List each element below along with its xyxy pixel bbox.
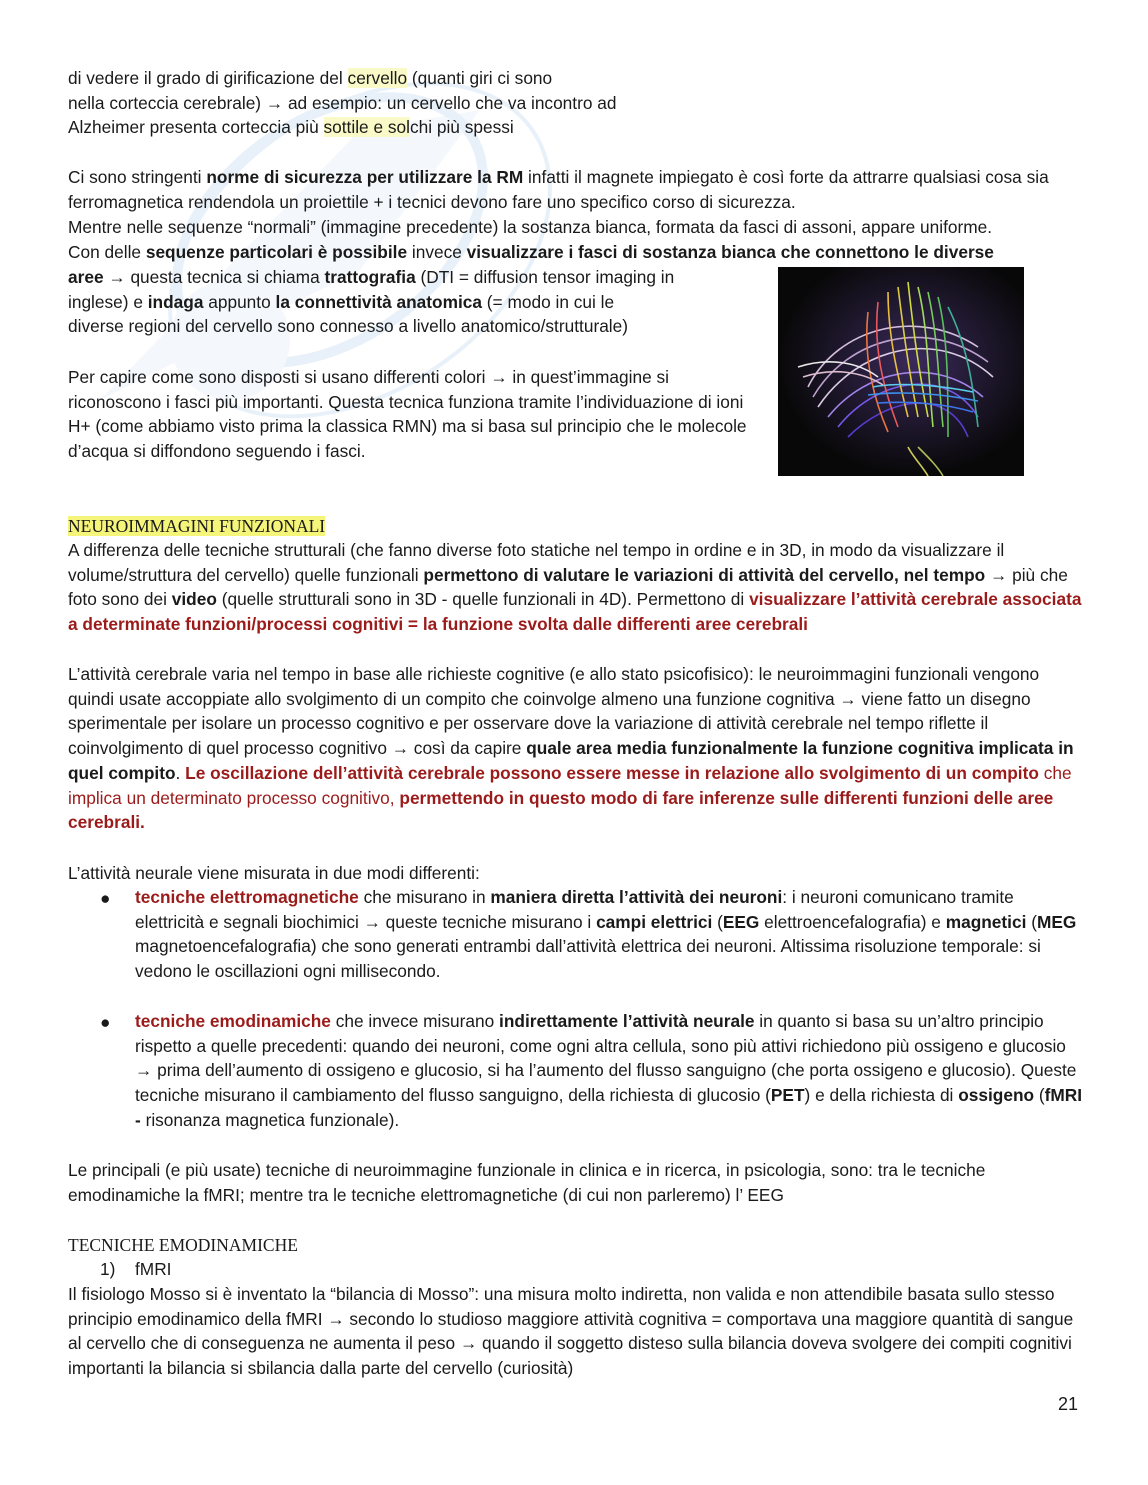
tractography-paragraph: aree → questa tecnica si chiama trattografia (DTI = diffusion tensor imaging in inglese) e indaga appunto la connettività anatomica (= modo in cui le diverse regioni del cervello sono connesso a livello anatomico/strutturale) (68, 267, 675, 337)
functional-intro-paragraph: A differenza delle tecniche strutturali (che fanno diverse foto statiche nel tempo in ordine e in 3D, in modo da visualizzare il volume/struttura del cervello) quelle funzionali permettono di valutare le variazioni di attività del cervello, nel tempo → più che foto sono dei video (quelle strutturali sono in 3D - quelle funzionali in 4D). Permettono di visualizzare l’attività cerebrale associata a determinate funzioni/processi cognitivi = la funzione svolta dalle differenti aree cerebrali (68, 540, 1082, 635)
cognitive-activity-paragraph: L’attività cerebrale varia nel tempo in base alle richieste cognitive (e allo stato psicofisico): le neuroimmagini funzionali vengono quindi usate accoppiate allo svolgimento di un compito che coinvolge almeno una funzione cognitiva → viene fatto un disegno sperimentale per isolare un processo cognitivo e per osservare dove la variazione di attività cerebrale nel tempo riflette il coinvolgimento di quel processo cognitivo → così da capire quale area media funzionalmente la funzione cognitiva implicata in quel compito. Le oscillazione dell’attività cerebrale possono essere messe in relazione allo svolgimento di un compito che implica un determinato processo cognitivo, permettendo in questo modo di fare inferenze sulle differenti funzioni delle aree cerebrali. (68, 664, 1074, 833)
highlight: cervello (347, 68, 408, 88)
dti-tractography-image (778, 267, 1024, 476)
section-heading-hemodynamic: TECNICHE EMODINAMICHE (68, 1235, 298, 1255)
bullet-electromagnetic: tecniche elettromagnetiche che misurano in maniera diretta l’attività dei neuroni: i neuroni comunicano tramite elettricità e segnali biochimici → queste tecniche misurano i campi elettrici (EEG elettroencefalografia) e magnetici (MEG magnetoencefalografia) che sono generati entrambi dall’attività elettrica dei neuroni. Altissima risoluzione temporale: si vedono le oscillazioni ogni millisecondo. (135, 887, 1077, 982)
bullet-hemodynamic: tecniche emodinamiche che invece misurano indirettamente l’attività neurale in quanto si basa su un’altro principio rispetto a quelle precedenti: quando dei neuroni, come ogni altra cellula, sono più attivi richiedono più ossigeno e glucosio → prima dell’aumento di ossigeno e glucosio, si ha l’aumento del flusso sanguigno (che porta ossigeno e glucosio). Queste tecniche misurano il cambiamento del flusso sanguigno, della richiesta di glucosio (PET) e della richiesta di ossigeno (fMRI - risonanza magnetica funzionale). (135, 1011, 1083, 1130)
mosso-paragraph: Il fisiologo Mosso si è inventato la “bilancia di Mosso”: una misura molto indiretta, non valida e non attendibile basata sullo stesso principio emodinamico della fMRI → secondo lo studioso maggiore attività cognitiva = comportava una maggiore quantità di sangue al cervello che di conseguenza ne aumenta il peso → quando il soggetto disteso sulla bilancia doveva svolgere dei compiti cognitivi importanti la bilancia si sbilancia dalla parte del cervello (curiosità) (68, 1284, 1074, 1379)
list-number: 1) (100, 1259, 116, 1279)
highlight: sottile e sol (323, 117, 410, 138)
colors-paragraph: Per capire come sono disposti si usano differenti colori → in quest’immagine si riconoscono i fasci più importanti. Questa tecnica funziona tramite l’individuazione di ioni H+ (come abbiamo visto prima la classica RMN) ma si basa sul principio che le molecole d’acqua si diffondono seguendo i fasci. (68, 367, 747, 462)
main-techniques-paragraph: Le principali (e più usate) tecniche di neuroimmagine funzionale in clinica e in ricerca, in psicologia, sono: tra le tecniche emodinamiche la fMRI; mentre tra le tecniche elettromagnetiche (di cui non parleremo) l’ EEG (68, 1160, 986, 1205)
sequences-paragraph: Mentre nelle sequenze “normali” (immagine precedente) la sostanza bianca, formata da fasci di assoni, appare uniforme. Con delle sequenze particolari è possibile invece visualizzare i fasci di sostanza bianca che connettono le diverse (68, 217, 994, 262)
bullet-marker: ● (100, 888, 111, 908)
safety-paragraph: Ci sono stringenti norme di sicurezza per utilizzare la RM infatti il magnete impiegato è così forte da attrarre qualsiasi cosa sia ferromagnetica rendendola un proiettile + i tecnici devono fare uno specifico corso di sicurezza. (68, 167, 1049, 212)
intro-paragraph: di vedere il grado di girificazione del cervello (quanti giri ci sono nella corteccia cerebrale) → ad esempio: un cervello che va incontro ad Alzheimer presenta corteccia più sottile e solchi più spessi (68, 68, 617, 138)
list-label: fMRI (135, 1259, 172, 1279)
page-number: 21 (1058, 1394, 1079, 1414)
section-heading-functional: NEUROIMMAGINI FUNZIONALI (68, 516, 326, 536)
measurement-intro: L’attività neurale viene misurata in due modi differenti: (68, 863, 480, 883)
bullet-marker: ● (100, 1012, 111, 1032)
